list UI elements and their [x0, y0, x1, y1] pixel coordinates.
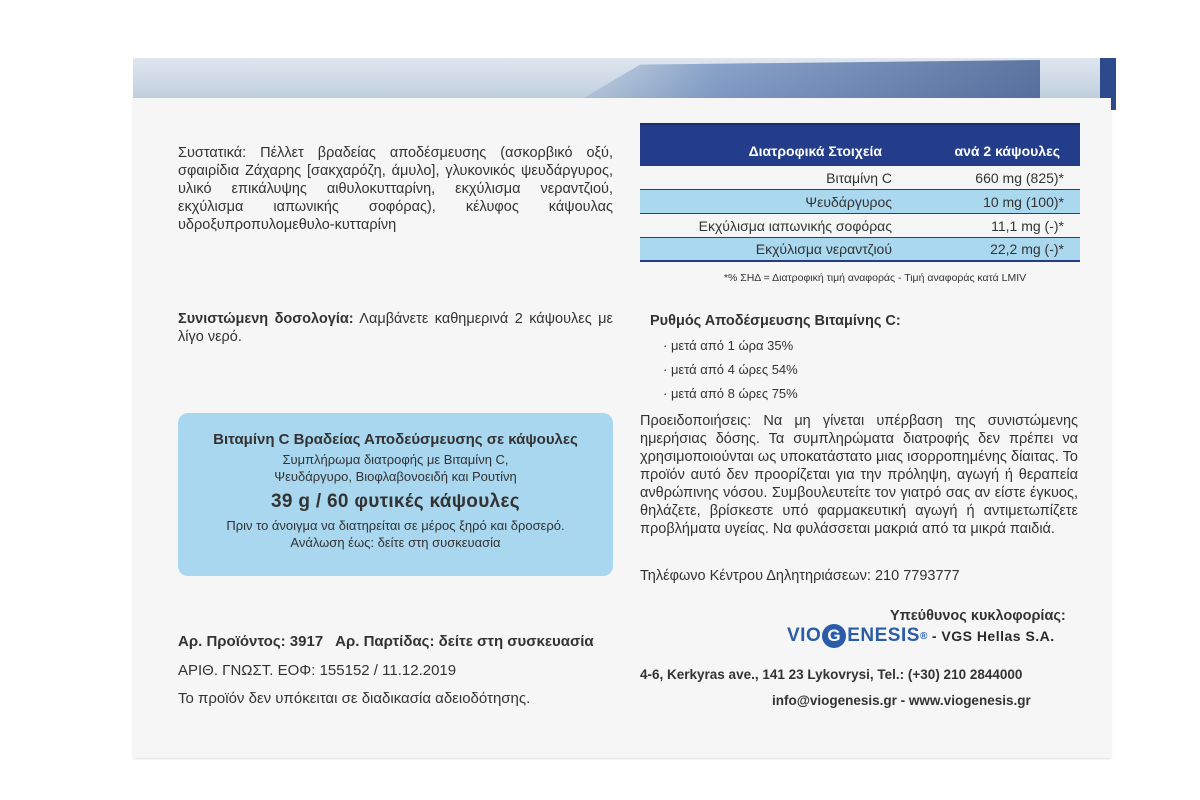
release-item: · μετά από 1 ώρα 35% — [663, 338, 794, 353]
logo-enesis: ENESIS — [847, 625, 920, 646]
nutrition-header-name: Διατροφικά Στοιχεία — [748, 142, 882, 159]
product-subtitle: Ψευδάργυρο, Βιοφλαβονοειδή και Ρουτίνη — [274, 469, 517, 484]
nutrition-header-amount: ανά 2 κάψουλες — [954, 142, 1060, 159]
warnings-text — [640, 412, 1078, 538]
distributor-web: info@viogenesis.gr - www.viogenesis.gr — [772, 693, 1031, 708]
company-name: - VGS Hellas S.A. — [931, 628, 1055, 644]
distributor-label: Υπεύθυνος κυκλοφορίας: — [890, 608, 1066, 624]
product-quantity: 39 g / 60 φυτικές κάψουλες — [271, 491, 520, 512]
release-item: · μετά από 4 ώρες 54% — [663, 362, 798, 377]
logo-g-circle: G — [822, 624, 846, 648]
dosage-text — [178, 310, 613, 346]
licensing-note: Το προϊόν δεν υπόκειται σε διαδικασία αδειοδότησης. — [178, 690, 531, 707]
nutrition-table-header — [640, 123, 1080, 166]
codes-line — [178, 633, 594, 651]
nutrient-name: Εκχύλισμα ιαπωνικής σοφόρας — [698, 217, 892, 234]
nutrient-amount: 22,2 mg (-)* — [990, 241, 1064, 257]
dosage-body: Λαμβάνετε καθημερινά 2 κάψουλες με λίγο νερό. — [178, 311, 613, 345]
nutrient-amount: 660 mg (825)* — [975, 169, 1064, 186]
dosage-label: Συνιστώμενη δοσολογία: — [178, 311, 354, 327]
expiry-note: Ανάλωση έως: δείτε στη συσκευασία — [290, 535, 501, 550]
poison-center-phone: Τηλέφωνο Κέντρου Δηλητηριάσεων: 210 7793777 — [640, 568, 960, 584]
product-code: Αρ. Προϊόντος: 3917 — [178, 633, 324, 650]
ingredients-label: Συστατικά: — [178, 145, 247, 161]
viogenesis-logo — [787, 624, 1055, 648]
logo-vio: VIO — [787, 625, 822, 646]
ingredients-body: Πέλλετ βραδείας αποδέσμευσης (ασκορβικό οξύ, σφαιρίδια Ζάχαρης [σακχαρόζη, άμυλο], γλυκονικός ψευδάργυρος, υλικό επικάλυψης αιθυλοκυτταρίνη, εκχύλισμα νεραντζιού, εκχύλισμα ιαπωνικής σοφόρας), κέλυφος κάψουλας υδροξυπροπυλομεθυλο-κυτταρίνη — [178, 145, 613, 233]
nutrition-footnote: *% ΣΗΔ = Διατροφική τιμή αναφοράς - Τιμή αναφοράς κατά LMIV — [723, 272, 1027, 284]
nutrition-table — [640, 123, 1080, 284]
ingredients-text — [178, 144, 613, 234]
table-row — [640, 190, 1080, 214]
table-row — [640, 166, 1080, 190]
storage-instructions: Πριν το άνοιγμα να διατηρείται σε μέρος ξηρό και δροσερό. — [226, 518, 565, 533]
warnings-body: Να μη γίνεται υπέρβαση της συνιστώμενης ημερήσιας δόσης. Τα συμπληρώματα διατροφής δεν πρέπει να χρησιμοποιούνται ως υποκατάστατο μιας ισορροπημένης δίαιτας. Το προϊόν αυτό δεν προορίζεται για την πρόληψη, αγωγή ή θεραπεία ανθρώπινης νόσου. Συμβουλευτείτε τον γιατρό σας αν είστε έγκυος, θηλάζετε, βρίσκεστε υπό φαρμακευτική αγωγή ή αντιμετωπίζετε προβλήματα υγείας. Να φυλάσσεται μακριά από τα μικρά παιδιά. — [640, 413, 1079, 537]
table-row — [640, 238, 1080, 262]
nutrient-name: Ψευδάργυρος — [805, 193, 892, 210]
product-title: Βιταμίνη C Βραδείας Αποδεύσμευσης σε κάψουλες — [213, 431, 578, 448]
product-subtitle: Συμπλήρωμα διατροφής με Βιταμίνη C, — [282, 452, 509, 467]
warnings-label: Προειδοποιήσεις: — [640, 413, 752, 429]
nutrient-name: Βιταμίνη C — [826, 169, 892, 186]
nutrient-amount: 10 mg (100)* — [983, 193, 1064, 210]
distributor-address: 4-6, Kerkyras ave., 141 23 Lykovrysi, Tel.: (+30) 210 2844000 — [640, 667, 1023, 682]
table-row — [640, 214, 1080, 238]
nutrient-amount: 11,1 mg (-)* — [991, 217, 1064, 234]
batch-number: Αρ. Παρτίδας: δείτε στη συσκευασία — [335, 633, 594, 650]
product-info-box — [178, 413, 613, 576]
nutrient-name: Εκχύλισμα νεραντζιού — [755, 241, 892, 257]
eof-number: ΑΡΙΘ. ΓΝΩΣΤ. ΕΟΦ: 155152 / 11.12.2019 — [178, 662, 457, 679]
release-item: · μετά από 8 ώρες 75% — [663, 386, 798, 401]
release-title: Ρυθμός Αποδέσμευσης Βιταμίνης C: — [650, 313, 901, 329]
logo-registered-mark: ® — [919, 630, 928, 642]
